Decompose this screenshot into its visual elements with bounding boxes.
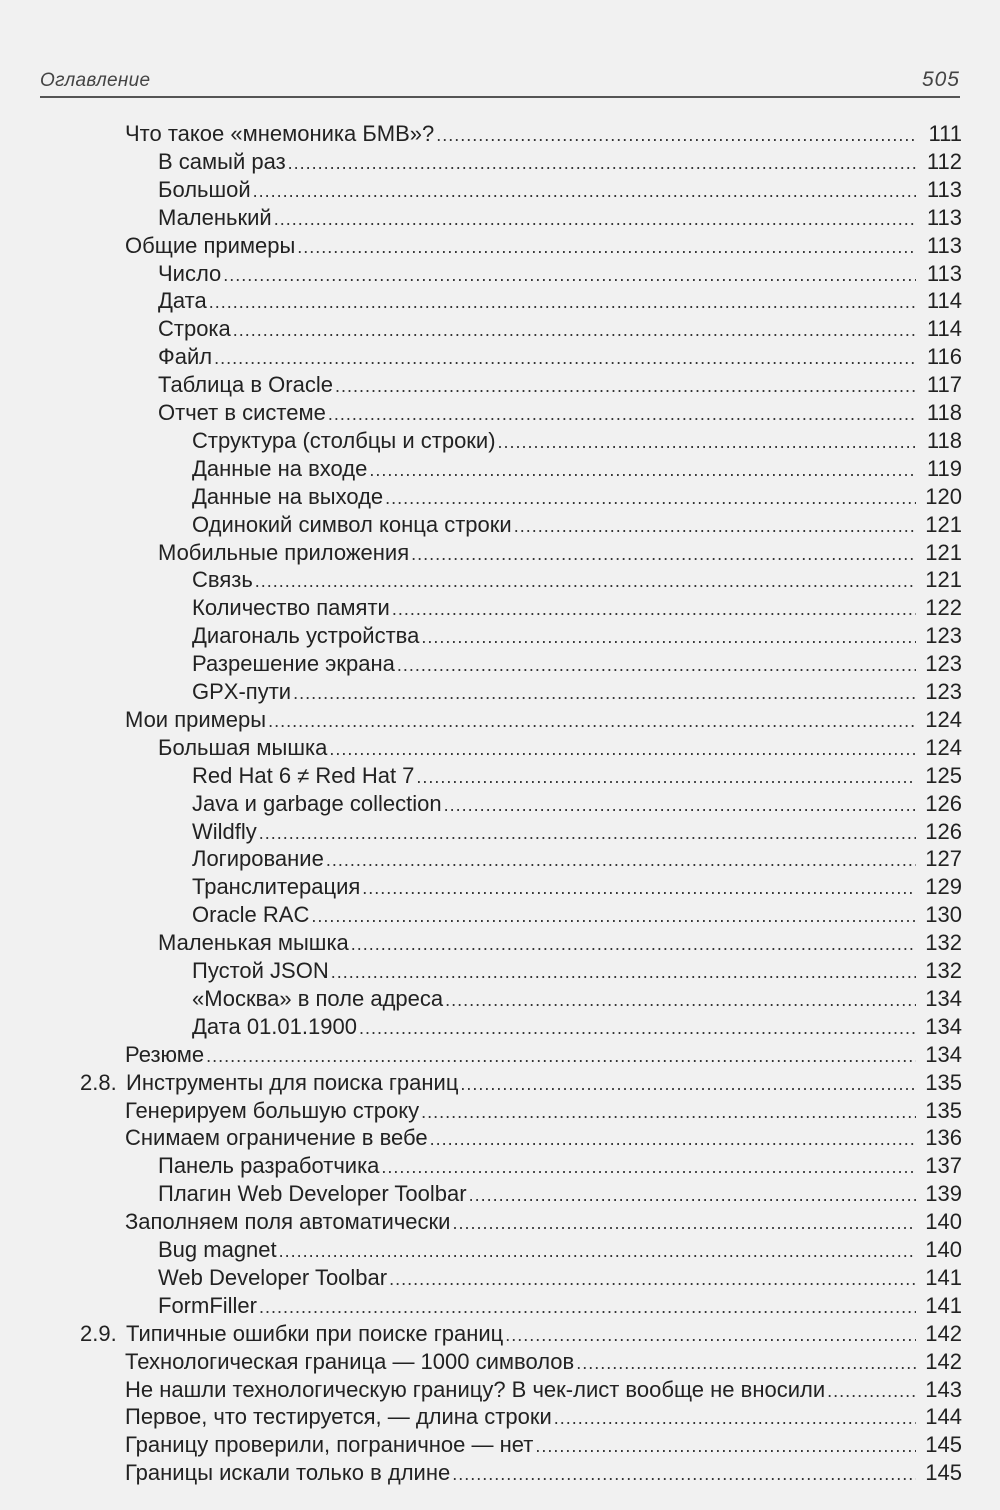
dot-leader — [381, 1153, 916, 1181]
dot-leader — [576, 1349, 916, 1377]
dot-leader — [421, 623, 916, 651]
toc-entry — [192, 957, 962, 985]
dot-leader — [385, 484, 916, 512]
dot-leader — [351, 930, 916, 958]
dot-leader — [223, 261, 916, 289]
toc-entry-title: Инструменты для поиска границ — [126, 1069, 459, 1095]
toc-entry-title: Транслитерация — [192, 874, 361, 900]
dot-leader — [359, 1014, 916, 1042]
toc-page-number: 145 — [925, 1460, 962, 1486]
dot-leader — [297, 233, 916, 261]
toc-entry — [192, 622, 962, 650]
toc-page-number: 144 — [925, 1404, 962, 1430]
running-page-number: 505 — [921, 68, 960, 91]
dot-leader — [311, 902, 916, 930]
toc-entry — [192, 845, 962, 873]
toc-entry — [192, 873, 962, 901]
toc-page-number: 129 — [925, 874, 962, 900]
toc-entry — [125, 1376, 962, 1404]
toc-entry-title: GPX-пути — [192, 679, 292, 704]
toc-entry-title: Таблица в Oracle — [158, 372, 333, 398]
dot-leader — [827, 1377, 916, 1405]
toc-page-number: 118 — [926, 400, 962, 425]
toc-section-number: 2.8. — [80, 1069, 117, 1095]
toc-entry-title: Панель разработчика — [158, 1153, 380, 1179]
toc-page-number: 124 — [925, 734, 962, 760]
toc-page-number: 123 — [925, 679, 962, 704]
toc-entry — [158, 1180, 962, 1208]
dot-leader — [416, 763, 916, 791]
dot-leader — [392, 595, 916, 623]
toc-entry-title: FormFiller — [158, 1292, 257, 1318]
toc-page-number: 142 — [925, 1320, 962, 1346]
toc-entry — [192, 1013, 962, 1041]
toc-entry-title: Что такое «мнемоника БМВ»? — [125, 121, 435, 146]
toc-entry-title: Одинокий символ конца строки — [192, 511, 512, 537]
toc-page-number: 123 — [925, 651, 962, 677]
dot-leader — [411, 540, 916, 568]
toc-entry — [158, 315, 962, 343]
toc-entry-title: Пустой JSON — [192, 958, 329, 983]
toc-entry-title: Первое, что тестируется, — длина строки — [125, 1404, 552, 1430]
toc-page-number: 111 — [928, 121, 962, 146]
toc-entry — [192, 818, 962, 846]
toc-entry-title: Отчет в системе — [158, 400, 326, 425]
dot-leader — [505, 1321, 916, 1349]
dot-leader — [389, 1265, 916, 1293]
toc-entry-title: Oracle RAC — [192, 902, 310, 928]
dot-leader — [335, 372, 916, 400]
toc-entry-title: Границу проверили, пограничное — нет — [125, 1432, 534, 1458]
dot-leader — [233, 316, 916, 344]
toc-entry — [158, 1236, 962, 1264]
toc-entry — [192, 566, 962, 594]
toc-entry-title: Большой — [158, 176, 251, 202]
toc-entry — [158, 1292, 962, 1320]
toc-entry-title: Маленький — [158, 204, 272, 230]
dot-leader — [255, 567, 916, 595]
toc-page-number: 140 — [925, 1237, 962, 1262]
toc-page-number: 113 — [926, 260, 962, 286]
toc-entry-title: Bug magnet — [158, 1237, 277, 1262]
dot-leader — [514, 512, 916, 540]
toc-page-number: 113 — [926, 176, 962, 202]
dot-leader — [326, 846, 916, 874]
toc-entry — [192, 650, 962, 678]
toc-entry — [125, 1403, 962, 1431]
toc-entry — [158, 204, 962, 232]
toc-page-number: 123 — [925, 623, 962, 649]
toc-entry-title: Границы искали только в длине — [125, 1460, 451, 1486]
toc-page-number: 116 — [926, 344, 962, 370]
toc-entry-title: Дата — [158, 288, 207, 314]
toc-page-number: 132 — [925, 930, 962, 956]
toc-entry-title: Web Developer Toolbar — [158, 1264, 388, 1290]
dot-leader — [498, 428, 916, 456]
toc-entry-title: Данные на входе — [192, 455, 368, 481]
dot-leader — [259, 819, 916, 847]
toc-page-number: 119 — [926, 455, 962, 481]
toc-entry — [158, 1152, 962, 1180]
dot-leader — [214, 344, 916, 372]
toc-entry — [158, 148, 962, 176]
running-title: Оглавление — [40, 70, 151, 91]
toc-entry — [125, 1348, 962, 1376]
dot-leader — [535, 1432, 916, 1460]
toc-entry — [158, 929, 962, 957]
toc-entry — [192, 790, 962, 818]
toc-page-number: 141 — [925, 1264, 962, 1290]
toc-entry-title: Количество памяти — [192, 595, 390, 621]
toc-entry — [192, 594, 962, 622]
dot-leader — [288, 149, 916, 177]
toc-page-number: 113 — [926, 232, 962, 258]
toc-entry-title: Red Hat 6 ≠ Red Hat 7 — [192, 762, 415, 788]
dot-leader — [421, 1098, 916, 1126]
toc-page-number: 132 — [925, 958, 962, 983]
toc-entry-title: Данные на выходе — [192, 483, 384, 509]
toc-page-number: 121 — [925, 511, 962, 537]
toc-entry — [158, 1264, 962, 1292]
toc-entry-title: Мобильные приложения — [158, 539, 410, 565]
toc-page-number: 134 — [925, 1041, 962, 1067]
toc-page-number: 125 — [925, 762, 962, 788]
toc-entry — [158, 176, 962, 204]
dot-leader — [554, 1404, 916, 1432]
toc-entry — [125, 232, 962, 260]
toc-page-number: 114 — [926, 316, 962, 342]
toc-entry — [192, 455, 962, 483]
toc-entry-title: Общие примеры — [125, 232, 296, 258]
toc-page-number: 130 — [925, 902, 962, 928]
dot-leader — [369, 456, 916, 484]
dot-leader — [331, 958, 916, 986]
toc-entry-title: Число — [158, 260, 222, 286]
toc-entry — [192, 483, 962, 511]
toc-entry — [158, 371, 962, 399]
toc-page-number: 117 — [926, 372, 962, 398]
toc-page-number: 137 — [925, 1153, 962, 1179]
toc-entry — [158, 734, 962, 762]
toc-entry — [192, 427, 962, 455]
dot-leader — [436, 121, 916, 149]
toc-entry-title: Резюме — [125, 1041, 205, 1067]
toc-entry — [192, 762, 962, 790]
toc-entry-title: Файл — [158, 344, 213, 370]
toc-page-number: 134 — [925, 1013, 962, 1039]
toc-entry — [125, 1097, 962, 1125]
toc-page-number: 141 — [925, 1292, 962, 1318]
dot-leader — [268, 707, 916, 735]
toc-entry — [125, 1041, 962, 1069]
toc-entry-title: Не нашли технологическую границу? В чек-лист вообще не вносили — [125, 1376, 826, 1402]
toc-entry — [158, 343, 962, 371]
toc-entry-title: Логирование — [192, 846, 324, 872]
toc-entry-title: Заполняем поля автоматически — [125, 1209, 451, 1235]
toc-entry-title: Плагин Web Developer Toolbar — [158, 1181, 467, 1207]
toc-page-number: 126 — [925, 790, 962, 816]
toc-page-number: 139 — [925, 1181, 962, 1207]
toc-page-number: 140 — [925, 1209, 962, 1235]
dot-leader — [328, 400, 916, 428]
toc-entry — [125, 120, 962, 148]
dot-leader — [206, 1042, 916, 1070]
toc-entry — [192, 985, 962, 1013]
toc-entry — [158, 399, 962, 427]
toc-page-number: 121 — [925, 539, 962, 565]
toc-entry-title: Снимаем ограничение в вебе — [125, 1125, 428, 1151]
dot-leader — [293, 679, 916, 707]
toc-entry — [125, 1431, 962, 1459]
toc-entry — [125, 1208, 962, 1236]
toc-page-number: 126 — [925, 818, 962, 844]
toc-entry-title: Диагональ устройства — [192, 623, 420, 649]
toc-entry-title: Мои примеры — [125, 706, 267, 732]
toc-entry-title: Большая мышка — [158, 734, 328, 760]
toc-page-number: 142 — [925, 1348, 962, 1374]
toc-entry — [158, 539, 962, 567]
dot-leader — [460, 1070, 916, 1098]
toc-entry-title: Технологическая граница — 1000 символов — [125, 1348, 575, 1374]
dot-leader — [253, 177, 916, 205]
toc-entry-title: Структура (столбцы и строки) — [192, 427, 496, 453]
toc-page-number: 134 — [925, 985, 962, 1011]
toc-entry — [125, 1459, 962, 1487]
toc-page-number: 118 — [926, 427, 962, 453]
dot-leader — [397, 651, 916, 679]
dot-leader — [430, 1125, 916, 1153]
toc-entry-title: Строка — [158, 316, 231, 342]
toc-section-number: 2.9. — [80, 1320, 117, 1346]
toc-page-number: 135 — [925, 1097, 962, 1123]
toc-page-number: 124 — [925, 706, 962, 732]
toc-entry — [80, 1320, 962, 1348]
toc-page-number: 136 — [925, 1125, 962, 1151]
toc-page-number: 121 — [925, 567, 962, 593]
toc-entry-title: «Москва» в поле адреса — [192, 985, 444, 1011]
dot-leader — [444, 791, 916, 819]
toc-entry-title: Связь — [192, 567, 253, 593]
toc-page-number: 143 — [925, 1376, 962, 1402]
toc-entry — [192, 511, 962, 539]
toc-entry — [192, 678, 962, 706]
running-head — [40, 68, 960, 98]
toc-entry — [192, 901, 962, 929]
toc-entry — [125, 1124, 962, 1152]
dot-leader — [329, 735, 916, 763]
toc-entry-title: Дата 01.01.1900 — [192, 1013, 357, 1039]
toc-entry-title: Типичные ошибки при поиске границ — [126, 1320, 504, 1346]
toc-page-number: 122 — [925, 595, 962, 621]
toc-page-number: 112 — [926, 148, 962, 174]
header-rule — [40, 96, 960, 98]
toc-entry — [158, 260, 962, 288]
dot-leader — [362, 874, 916, 902]
dot-leader — [259, 1293, 916, 1321]
dot-leader — [274, 205, 916, 233]
dot-leader — [469, 1181, 916, 1209]
toc-page-number: 113 — [926, 204, 962, 230]
toc-entry — [158, 287, 962, 315]
toc-entry-title: Маленькая мышка — [158, 930, 349, 956]
dot-leader — [452, 1209, 916, 1237]
toc-page-number: 114 — [926, 288, 962, 314]
toc-entry-title: Разрешение экрана — [192, 651, 395, 677]
toc-entry — [80, 1069, 962, 1097]
dot-leader — [452, 1460, 916, 1488]
toc-entry-title: В самый раз — [158, 148, 286, 174]
toc-page-number: 120 — [925, 483, 962, 509]
dot-leader — [279, 1237, 916, 1265]
toc-entry-title: Генерируем большую строку — [125, 1097, 420, 1123]
toc-entry-title: Java и garbage collection — [192, 790, 442, 816]
dot-leader — [445, 986, 916, 1014]
toc-page-number: 145 — [925, 1432, 962, 1458]
toc-entry-title: Wildfly — [192, 818, 257, 844]
dot-leader — [209, 288, 916, 316]
toc-page-number: 127 — [925, 846, 962, 872]
toc-entry — [125, 706, 962, 734]
toc-page-number: 135 — [925, 1069, 962, 1095]
